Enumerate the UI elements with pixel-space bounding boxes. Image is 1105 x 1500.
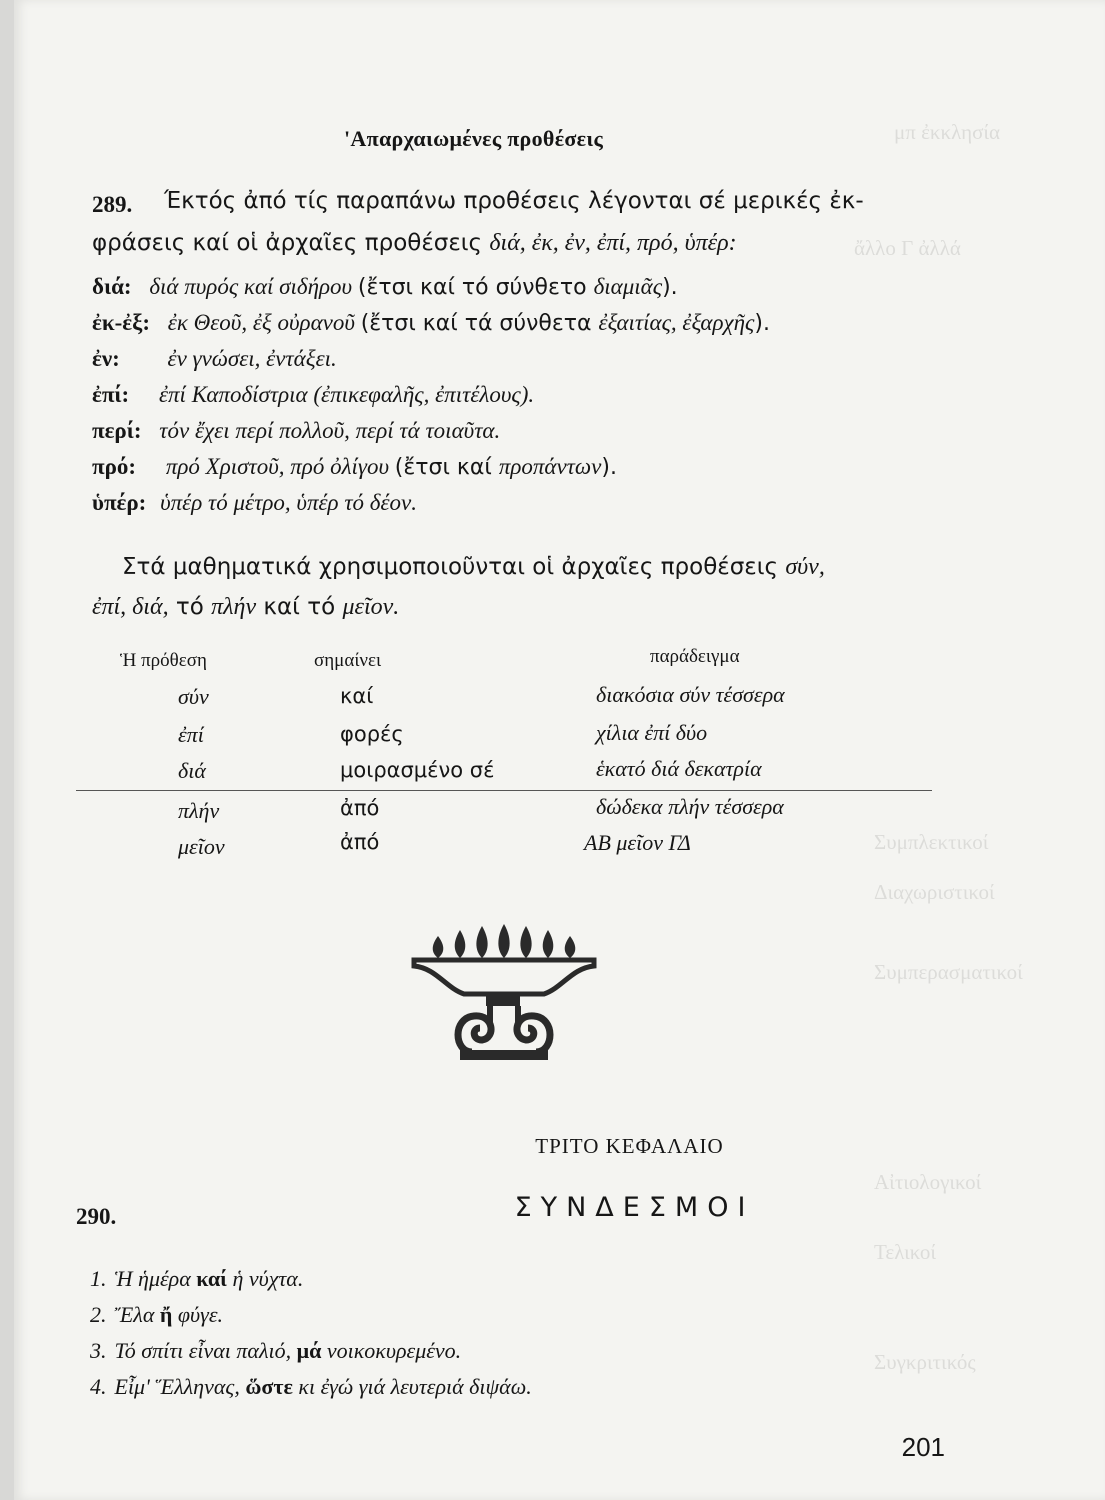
example-text: Ἔλα: [114, 1302, 160, 1327]
chapter-label: ΤΡΙΤΟ ΚΕΦΑΛΑΙΟ: [535, 1134, 724, 1158]
table-cell-example: ΑΒ μεῖον ΓΔ: [584, 830, 691, 855]
preposition-note: (ἔτσι καί τά σύνθετα: [360, 311, 599, 336]
preposition-example: πρό Χριστοῦ, πρό ὀλίγου: [165, 454, 390, 479]
paragraph-289-line-2-text: φράσεις καί οἱ ἀρχαῖες προθέσεις: [92, 230, 490, 256]
preposition-example: ἐν γνώσει, ἐντάξει.: [167, 346, 337, 371]
preposition-note-end: ).: [662, 275, 678, 300]
table-cell-preposition: σύν: [178, 684, 209, 709]
preposition-note-italic: προπάντων: [498, 454, 602, 479]
paragraph-289-prepositions: διά, ἐκ, ἐν, ἐπί, πρό, ὑπέρ:: [489, 230, 737, 256]
example-sentence-2: [90, 1302, 223, 1328]
preposition-row-ek: [92, 310, 770, 336]
math-paragraph-line-1: [122, 552, 825, 581]
paragraph-289-line-1: Έκτός ἀπό τίς παραπάνω προθέσεις λέγονται σέ μερικές ἐκ-: [164, 188, 864, 214]
example-sentence-1: [90, 1266, 303, 1292]
preposition-note-end: ).: [601, 455, 617, 480]
preposition-example: τόν ἔχει περί πολλοῦ, περί τά τοιαῦτα.: [159, 418, 501, 443]
example-conjunction: ὥστε: [245, 1374, 293, 1399]
page-number: 201: [901, 1432, 945, 1462]
flame-ornament-icon: [402, 914, 602, 1064]
example-text: νοικοκυρεμένο.: [321, 1338, 462, 1363]
preposition-label: ἐπί:: [92, 382, 130, 407]
math-paragraph-italic: σύν,: [785, 554, 825, 580]
preposition-note: (ἔτσι καί: [394, 455, 499, 480]
table-cell-meaning: φορές: [340, 722, 404, 746]
preposition-row-epi: [92, 382, 534, 408]
preposition-row-dia: [92, 274, 678, 300]
preposition-note: (ἔτσι καί τό σύνθετο: [357, 275, 594, 300]
table-cell-preposition: πλήν: [178, 798, 220, 823]
example-number: 2.: [90, 1302, 107, 1327]
example-sentence-3: [90, 1338, 461, 1364]
example-sentence-4: [90, 1374, 532, 1400]
example-text: κι ἐγώ γιά λευτεριά διψάω.: [292, 1374, 532, 1399]
preposition-label: ἐκ-ἐξ:: [92, 310, 150, 335]
example-conjunction: ἤ: [159, 1302, 173, 1327]
example-text: φύγε.: [172, 1302, 223, 1327]
table-header-preposition: Ἡ πρόθεση: [120, 650, 207, 671]
table-cell-meaning: καί: [340, 684, 374, 708]
preposition-note-end: ).: [754, 311, 770, 336]
math-paragraph-text: Στά μαθηματικά χρησιμοποιοῦνται οἱ ἀρχαῖες προθέσεις: [122, 554, 786, 580]
table-cell-meaning: ἀπό: [340, 796, 380, 820]
example-text: Τό σπίτι εἶναι παλιό,: [114, 1338, 297, 1363]
math-paragraph-line-2: [92, 592, 399, 621]
math-word: καί τό: [256, 594, 343, 620]
example-text: Εἶμ' Ἕλληνας,: [114, 1374, 246, 1399]
preposition-label: διά:: [92, 274, 132, 299]
preposition-label: πρό:: [92, 454, 137, 479]
example-conjunction: καί: [196, 1266, 227, 1291]
example-number: 4.: [90, 1374, 107, 1399]
example-text: ἡ νύχτα.: [226, 1266, 304, 1291]
table-divider: [76, 790, 932, 791]
table-cell-example: ἑκατό διά δεκατρία: [596, 756, 762, 781]
math-word: μεῖον.: [342, 594, 400, 620]
table-cell-example: διακόσια σύν τέσσερα: [596, 682, 785, 707]
preposition-label: περί:: [92, 418, 142, 443]
table-cell-meaning: μοιρασμένο σέ: [340, 758, 495, 782]
table-cell-meaning: ἀπό: [340, 830, 380, 854]
paragraph-number-290: 290.: [76, 1204, 117, 1229]
table-cell-example: δώδεκα πλήν τέσσερα: [596, 794, 784, 819]
paragraph-289-line-2: [92, 228, 737, 257]
preposition-example: ἐπί Καποδίστρια (ἐπικεφαλῆς, ἐπιτέλους).: [158, 382, 535, 407]
example-conjunction: μά: [296, 1338, 322, 1363]
preposition-example: ἐκ Θεοῦ, ἐξ οὐρανοῦ: [167, 310, 355, 335]
preposition-row-pro: [92, 454, 617, 480]
preposition-example: διά πυρός καί σιδήρου: [149, 274, 353, 299]
preposition-row-en: [92, 346, 337, 372]
math-word: ἐπί, διά,: [92, 594, 169, 620]
preposition-row-peri: [92, 418, 500, 444]
math-word: τό: [168, 594, 212, 620]
table-cell-example: χίλια ἐπί δύο: [596, 720, 708, 745]
preposition-label: ὑπέρ:: [92, 490, 147, 515]
section-heading: 'Απαρχαιωμένες προθέσεις: [344, 126, 604, 151]
preposition-example: ὑπέρ τό μέτρο, ὑπέρ τό δέον.: [160, 490, 418, 515]
table-cell-preposition: διά: [178, 758, 206, 783]
preposition-label: ἐν:: [92, 346, 120, 371]
example-text: Ἡ ἡμέρα: [114, 1266, 197, 1291]
table-cell-preposition: ἐπί: [178, 722, 204, 747]
example-number: 3.: [90, 1338, 107, 1363]
table-header-example: παράδειγμα: [650, 646, 740, 667]
table-cell-preposition: μεῖον: [178, 834, 225, 859]
paragraph-number-289: 289.: [92, 192, 133, 217]
chapter-title: ΣΥΝΔΕΣΜΟΙ: [514, 1192, 755, 1223]
preposition-note-italic: διαμιᾶς: [593, 274, 663, 299]
table-header-meaning: σημαίνει: [314, 650, 382, 671]
math-word: πλήν: [211, 594, 257, 620]
example-number: 1.: [90, 1266, 107, 1291]
book-page: μπ ἐκκλησία ἄλλο Γ ἀλλά Συμπλεκτικοί Διαχωριστικοί Συμπερασματικοί Αἰτιολογικοί Τελικοί Συγκριτικός 'Απαρχαιωμένες προθέσεις 289. Έκτός ἀπό τίς παραπάνω προθέσεις λέγονται σέ μερικές ἐκ- φράσεις καί οἱ ἀρχαῖες προθέσεις διά, ἐκ, ἐν, ἐπί, πρό, ὑπέρ: διά: διά πυρός καί σιδήρου (ἔτσι καί τό σύνθετο διαμιᾶς). ἐκ-ἐξ: ἐκ Θεοῦ, ἐξ οὐρανοῦ (ἔτσι καί τά σύνθετα ἐξαιτίας, ἐξαρχῆς). ἐν: ἐν γνώσει, ἐντάξει. ἐπί: ἐπί Καποδίστρια (ἐπικεφαλῆς, ἐπιτέλους). περί: τόν ἔχει περί πολλοῦ, περί τά τοιαῦτα. πρό: πρό Χριστοῦ, πρό ὀλίγου (ἔτσι καί προπάντων). ὑπέρ: ὑπέρ τό μέτρο, ὑπέρ τό δέον. Στά μαθηματικά χρησιμοποιοῦνται οἱ ἀρχαῖες προθέσεις σύν, ἐπί, διά, τό πλήν καί τό μεῖον. Ἡ πρόθεση σημαίνει παράδειγμα σύν καί διακόσια σύν τέσσερα ἐπί φορές χίλια ἐπί δύο διά μοιρασμένο σέ ἑκατό διά δεκατρία πλήν ἀπό δώδεκα πλήν τέσσερα μεῖον ἀπό ΑΒ μεῖον ΓΔ ΤΡΙΤΟ ΚΕΦΑΛΑΙΟ 290. ΣΥΝΔΕΣΜΟΙ 1. Ἡ ἡμέρα καί ἡ νύχτα. 2. Ἔλα ἤ φύγε. 3. Τό σπίτι εἶναι παλιό, μά νοικοκυρεμένο. 4. Εἶμ' Ἕλληνας, ὥστε κι ἐγώ γιά λευτεριά διψάω. 201: [14, 0, 1105, 1500]
preposition-row-hyper: [92, 490, 417, 516]
preposition-note-italic: ἐξαιτίας, ἐξαρχῆς: [598, 310, 755, 335]
